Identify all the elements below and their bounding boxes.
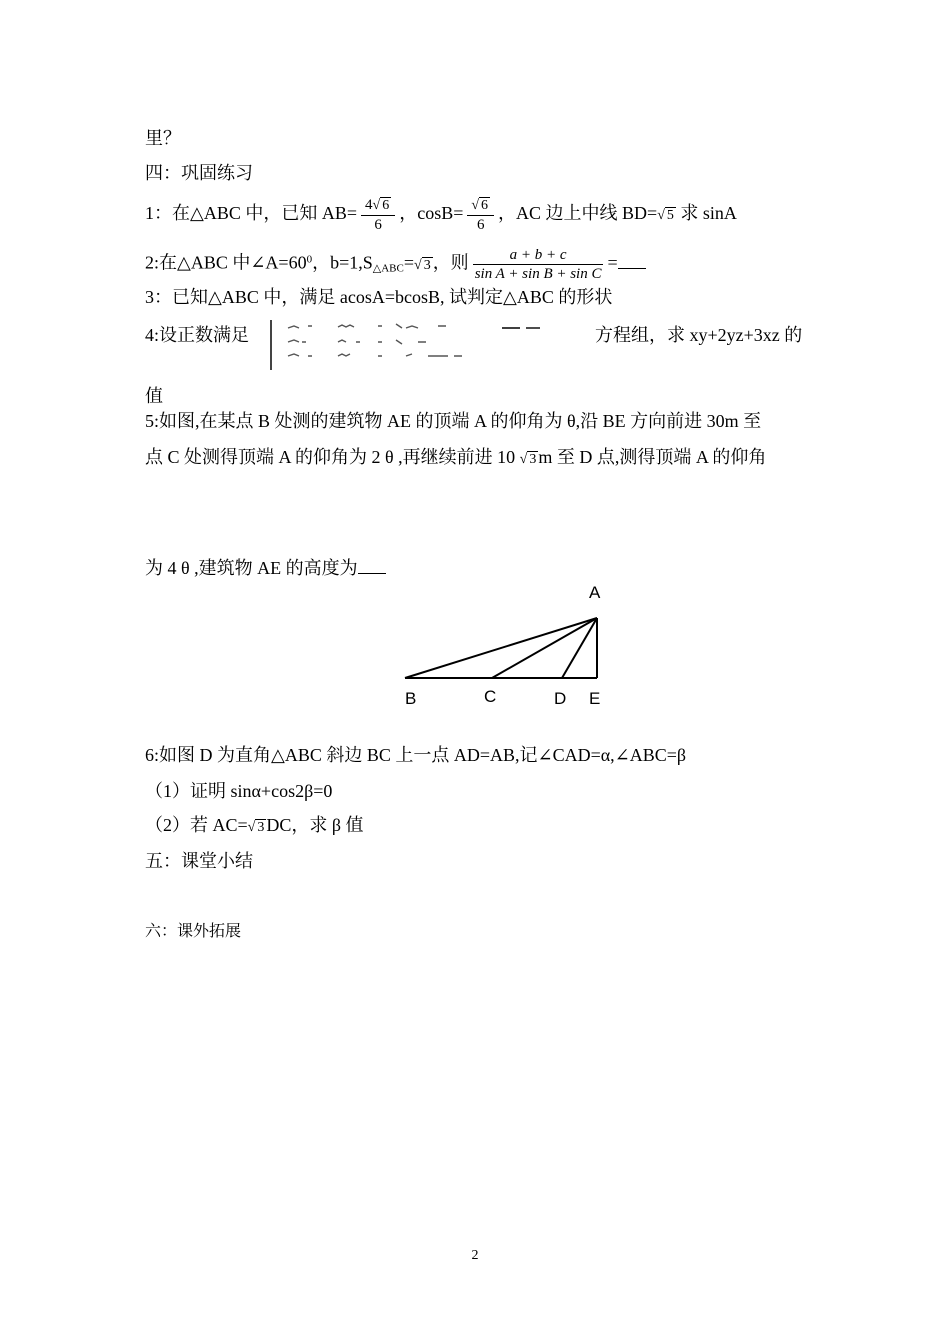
text: 点 C 处测得顶端 A 的仰角为 2 θ ,再继续前进 10 (145, 447, 516, 467)
numerator: a + b + c (473, 246, 604, 265)
radicand: 3 (423, 257, 431, 273)
text: 2:在△ABC 中∠A=60 (145, 252, 307, 273)
text: DC，求 β 值 (266, 815, 364, 835)
denominator: 6 (476, 217, 485, 233)
denominator: 6 (374, 217, 382, 233)
coef: 4 (365, 197, 373, 213)
denominator: sin A + sin B + sin C (474, 266, 602, 282)
text: = (607, 252, 618, 273)
text: 里？ (145, 128, 181, 148)
text: = (403, 252, 414, 273)
line-continuation (145, 127, 181, 149)
text: 5:如图,在某点 B 处测的建筑物 AE 的顶端 A 的仰角为 θ,沿 BE 方向前进 30m 至 (145, 411, 762, 431)
problem-6-part2 (145, 814, 364, 839)
radicand: 6 (382, 198, 390, 213)
problem-4-end (145, 385, 163, 407)
page-number: 2 (471, 1248, 479, 1263)
label-d: D (554, 689, 567, 708)
label-b: B (405, 689, 417, 708)
equation-system-image (270, 320, 552, 370)
text: 6:如图 D 为直角△ABC 斜边 BC 上一点 AD=AB,记∠CAD=α,∠ABC=β (145, 745, 687, 765)
problem-3 (145, 286, 612, 308)
radicand: 5 (666, 208, 674, 224)
superscript: 0 (306, 253, 313, 266)
problem-5-line3 (145, 557, 386, 579)
problem-4 (145, 324, 249, 346)
text: ，则 (432, 252, 469, 273)
label-c: C (484, 687, 497, 706)
sqrt: √ 3 (519, 452, 537, 467)
section-heading-5 (145, 850, 253, 872)
problem-4-cont (595, 324, 802, 346)
text: 1：在△ABC 中，已知 AB= (145, 203, 358, 224)
text: 求 sinA (675, 203, 737, 224)
text: （2）若 AC= (145, 815, 248, 835)
text: 值 (145, 386, 163, 406)
text: 方程组，求 xy+2yz+3xz 的 (595, 325, 803, 345)
text: m 至 D 点,测得顶端 A 的仰角 (538, 447, 767, 467)
sqrt: √ 6 (372, 198, 390, 213)
fraction-ab (361, 196, 395, 234)
text: 4:设正数满足 (145, 325, 250, 345)
label-e: E (589, 689, 601, 708)
geometry-figure (395, 578, 615, 713)
problem-5-line1 (145, 410, 761, 432)
segment-ac (492, 618, 597, 678)
text: 四：巩固练习 (145, 163, 253, 183)
radicand: 6 (481, 198, 489, 213)
sqrt: √ 3 (414, 257, 431, 273)
problem-6 (145, 744, 686, 766)
problem-5-line2 (145, 446, 766, 471)
problem-1 (145, 196, 737, 234)
radicand: 3 (257, 820, 265, 835)
fraction-cosb (467, 196, 494, 234)
text: ，cosB= (399, 203, 464, 224)
text: ，b=1,S (312, 252, 373, 273)
text: （1）证明 sinα+cos2β=0 (145, 781, 333, 801)
text: 六：课外拓展 (145, 923, 242, 940)
text: 3：已知△ABC 中，满足 acosA=bcosB, 试判定△ABC 的形状 (145, 287, 613, 307)
radicand: 3 (529, 452, 537, 467)
fraction-ratio (473, 246, 604, 283)
problem-2 (145, 246, 646, 283)
sqrt: √ 6 (471, 198, 489, 213)
answer-blank (618, 256, 646, 269)
text: ，AC 边上中线 BD= (498, 203, 658, 224)
label-a: A (589, 583, 601, 602)
sqrt: √ 3 (247, 820, 265, 835)
answer-blank (358, 561, 386, 574)
problem-6-part1 (145, 780, 332, 802)
subscript: △ABC (372, 262, 404, 275)
text: 五：课堂小结 (145, 851, 253, 871)
section-heading-6 (145, 921, 241, 943)
text: 为 4 θ ,建筑物 AE 的高度为 (145, 558, 358, 578)
section-heading-4 (145, 162, 253, 184)
sqrt: √ 5 (657, 208, 674, 224)
garbled-equations-icon (278, 320, 548, 368)
